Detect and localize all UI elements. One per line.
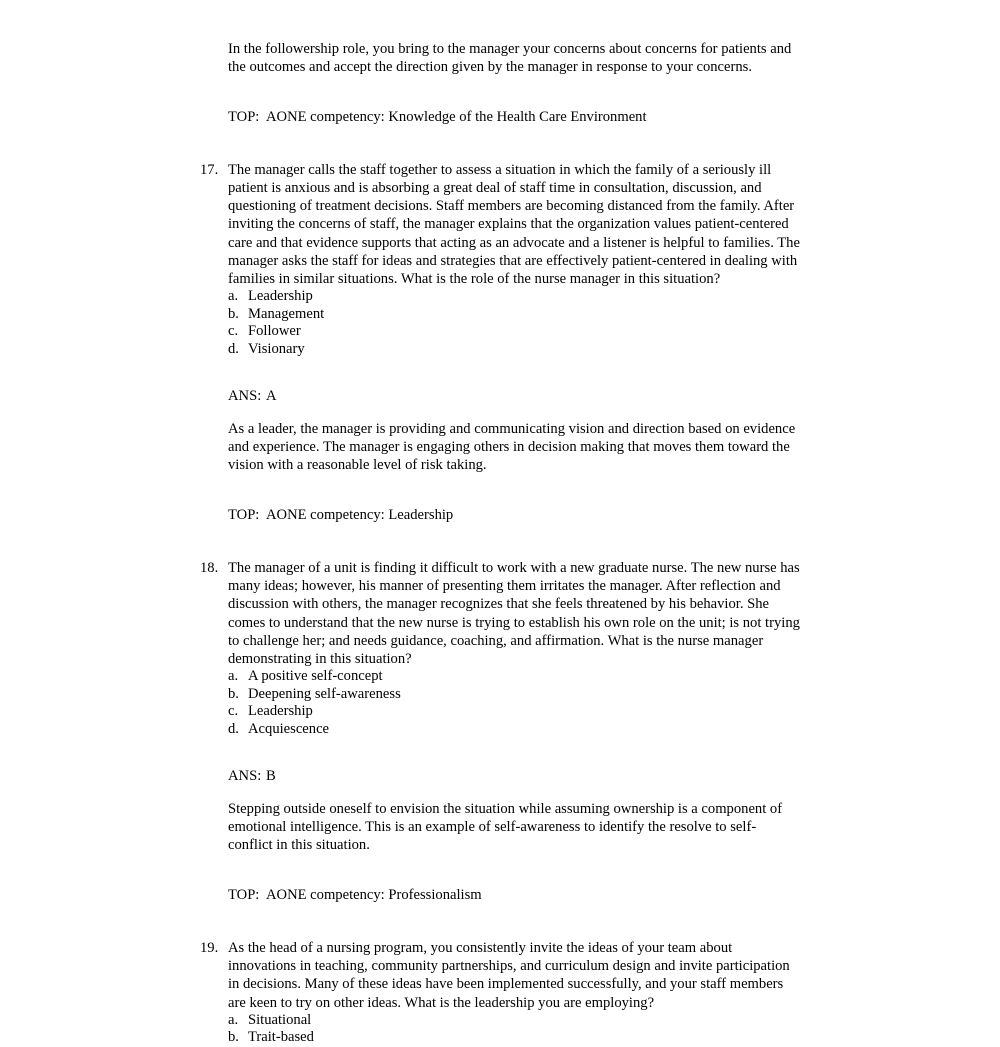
choice-text: Leadership: [248, 288, 313, 305]
choice-text: A positive self-concept: [248, 668, 383, 685]
competency-label: TOP:: [228, 507, 260, 524]
top-paragraph-body: [228, 40, 800, 141]
choice-list: [228, 668, 800, 738]
top-competency-value: AONE competency: Knowledge of the Health Care Environment: [266, 109, 647, 125]
choice-letter: a.: [228, 1011, 239, 1028]
competency-value: AONE competency: Leadership: [266, 507, 454, 524]
page-content: [200, 40, 800, 1047]
answer-value: A: [266, 388, 277, 405]
choice-item[interactable]: [228, 288, 800, 306]
competency-value: AONE competency: Professionalism: [266, 887, 482, 904]
choice-item[interactable]: [228, 668, 800, 686]
top-competency-line: [228, 108, 800, 126]
choice-letter: d.: [228, 720, 239, 737]
answer-value: B: [266, 768, 276, 785]
answer-rationale: Stepping outside oneself to envision the situation while assuming ownership is a component of emotional intelligence. This is an example of self-awareness to identify the resolve to self-conflict in this situation.: [228, 800, 783, 854]
choice-text: Follower: [248, 323, 301, 340]
question-block: [200, 939, 800, 1047]
choice-item[interactable]: [228, 306, 800, 324]
competency-label: TOP:: [228, 887, 260, 904]
question-stem: The manager of a unit is finding it difficult to work with a new graduate nurse. The new nurse has many ideas; however, his manner of presenting them irritates the manager. After reflection and discussion with others, the manager recognizes that she feels threatened by his behavior. She comes to understand that the new nurse is trying to establish his own role on the unit; is not trying to challenge her; and needs guidance, coaching, and affirmation. What is the nurse manager demonstrating in this situation?: [228, 559, 800, 667]
choice-letter: a.: [228, 288, 239, 305]
question-number: 17.: [200, 161, 219, 178]
choice-letter: c.: [228, 323, 239, 340]
answer-label: ANS:: [228, 388, 262, 405]
choice-text: Acquiescence: [248, 720, 330, 737]
choice-text: Leadership: [248, 703, 313, 720]
top-paragraph-text: In the followership role, you bring to the manager your concerns about concerns for patients and the outcomes and accept the direction given by the manager in response to your concerns.: [228, 41, 792, 76]
choice-list: [228, 288, 800, 358]
top-competency-label: TOP:: [228, 109, 260, 125]
choice-item[interactable]: [228, 1012, 800, 1030]
choice-list: [228, 1012, 800, 1047]
answer-rationale: As a leader, the manager is providing and communicating vision and direction based on evidence and experience. The manager is engaging others in decision making that moves them toward the vision with a reasonable level of risk taking.: [228, 420, 796, 474]
question-stem: The manager calls the staff together to assess a situation in which the family of a seriously ill patient is anxious and is absorbing a great deal of staff time in consultation, discussion, and questioning of treatment decisions. Staff members are becoming distanced from the family. After inviting the concerns of staff, the manager explains that the organization values patient-centered care and that evidence supports that acting as an advocate and a listener is helpful to families. The manager asks the staff for ideas and strategies that are effectively patient-centered in dealing with families in similar situations. What is the role of the nurse manager in this situation?: [228, 161, 800, 288]
question-number: 19.: [200, 939, 219, 956]
answer-label: ANS:: [228, 768, 262, 785]
choice-item[interactable]: [228, 721, 800, 739]
choice-letter: b.: [228, 305, 239, 322]
question-body: [228, 559, 800, 919]
answer-line: [228, 387, 800, 405]
question-number: 18.: [200, 559, 219, 576]
question-body: [228, 161, 800, 539]
choice-item[interactable]: [228, 341, 800, 359]
choice-item[interactable]: [228, 1029, 800, 1047]
choice-text: Management: [248, 305, 325, 322]
choice-item[interactable]: [228, 703, 800, 721]
choice-letter: d.: [228, 341, 239, 357]
answer-line: [228, 767, 800, 785]
choice-text: Visionary: [248, 341, 305, 357]
choice-letter: a.: [228, 668, 239, 685]
choice-item[interactable]: [228, 323, 800, 341]
question-block: [200, 161, 800, 539]
choice-text: Trait-based: [248, 1029, 314, 1046]
top-paragraph-block: [200, 40, 800, 141]
competency-line: [228, 506, 800, 524]
question-body: [228, 939, 800, 1047]
choice-text: Deepening self-awareness: [248, 685, 401, 702]
choice-letter: b.: [228, 685, 239, 702]
choice-text: Situational: [248, 1011, 312, 1028]
question-stem: As the head of a nursing program, you consistently invite the ideas of your team about innovations in teaching, community partnerships, and curriculum design and invite participation in decisions. Many of these ideas have been implemented successfully, and your staff members are keen to try on other ideas. What is the leadership you are employing?: [228, 939, 790, 1011]
choice-letter: b.: [228, 1029, 239, 1046]
choice-item[interactable]: [228, 686, 800, 704]
competency-line: [228, 886, 800, 904]
question-block: [200, 559, 800, 919]
choice-letter: c.: [228, 703, 239, 720]
